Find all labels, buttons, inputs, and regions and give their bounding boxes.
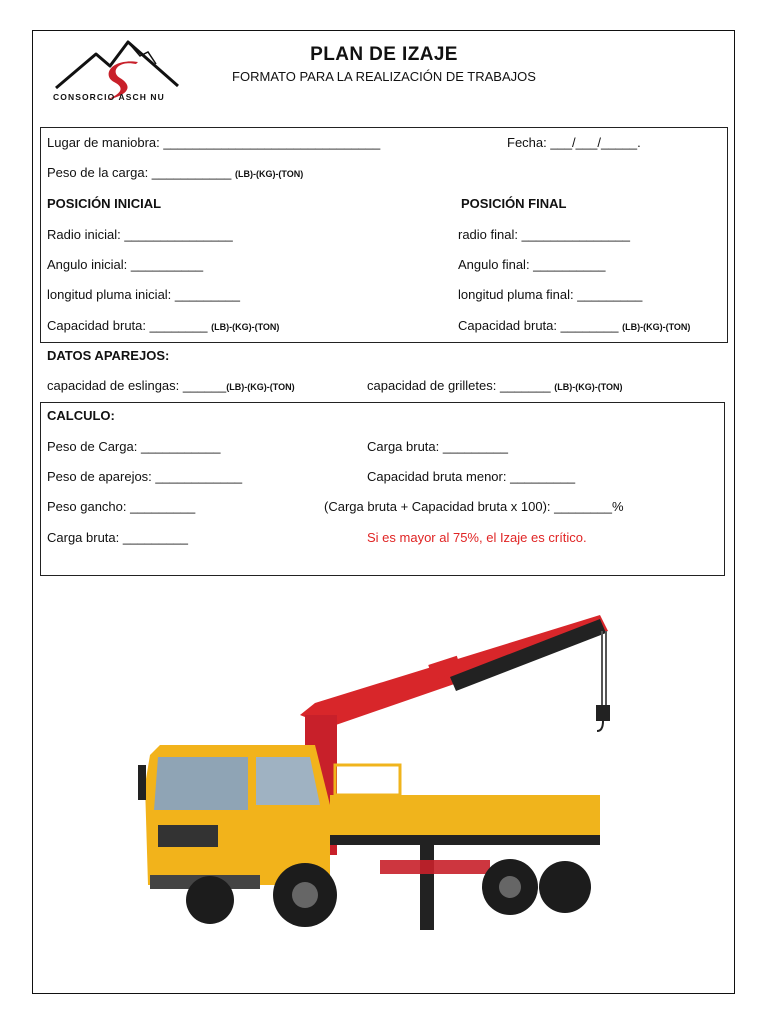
peso-de-carga-field[interactable]: Peso de Carga: ___________ bbox=[47, 439, 221, 454]
document-title: PLAN DE IZAJE bbox=[310, 44, 458, 65]
lugar-field[interactable]: Lugar de maniobra: ______________________________ bbox=[47, 135, 381, 150]
unit-label: (LB)-(KG)-(TON) bbox=[211, 322, 280, 332]
radio-final-field[interactable]: radio final: _______________ bbox=[458, 227, 631, 242]
angulo-final-field[interactable]: Angulo final: __________ bbox=[458, 257, 606, 272]
porcentaje-formula-field[interactable]: (Carga bruta + Capacidad bruta x 100): ________% bbox=[324, 499, 624, 514]
unit-label: (LB)-(KG)-(TON) bbox=[234, 169, 304, 179]
peso-aparejos-field[interactable]: Peso de aparejos: ____________ bbox=[47, 469, 243, 484]
carga-bruta-right-field[interactable]: Carga bruta: _________ bbox=[367, 439, 508, 454]
carga-bruta-left-field[interactable]: Carga bruta: _________ bbox=[47, 530, 188, 545]
posicion-final-heading: POSICIÓN FINAL bbox=[461, 196, 567, 211]
capacidad-inicial-label: Capacidad bruta: ________ bbox=[47, 318, 208, 333]
grilletes-field[interactable] bbox=[367, 378, 623, 395]
angulo-inicial-field[interactable]: Angulo inicial: __________ bbox=[47, 257, 204, 272]
capacidad-inicial-field[interactable] bbox=[47, 318, 279, 335]
longitud-final-field[interactable]: longitud pluma final: _________ bbox=[458, 287, 643, 302]
eslingas-field[interactable] bbox=[47, 378, 295, 395]
calculo-heading: CALCULO: bbox=[47, 408, 115, 423]
crane-truck-image bbox=[130, 605, 630, 935]
document-subtitle: FORMATO PARA LA REALIZACIÓN DE TRABAJOS bbox=[232, 69, 536, 84]
unit-label: (LB)-(KG)-(TON) bbox=[554, 382, 623, 392]
capacidad-final-field[interactable] bbox=[458, 318, 690, 335]
longitud-inicial-field[interactable]: longitud pluma inicial: _________ bbox=[47, 287, 240, 302]
unit-label: (LB)-(KG)-(TON) bbox=[622, 322, 691, 332]
peso-gancho-field[interactable]: Peso gancho: _________ bbox=[47, 499, 196, 514]
eslingas-label: capacidad de eslingas: ______ bbox=[47, 378, 227, 393]
capacidad-final-label: Capacidad bruta: ________ bbox=[458, 318, 619, 333]
calculo-box bbox=[40, 402, 725, 576]
fecha-field[interactable]: Fecha: ___/___/_____. bbox=[507, 135, 641, 150]
unit-label: (LB)-(KG)-(TON) bbox=[226, 382, 295, 392]
posicion-inicial-heading: POSICIÓN INICIAL bbox=[47, 196, 162, 211]
peso-carga-label: Peso de la carga: ___________ bbox=[47, 165, 232, 180]
peso-carga-field[interactable] bbox=[47, 165, 303, 182]
company-name: CONSORCIO ASCH NU bbox=[53, 92, 165, 102]
capacidad-menor-field[interactable]: Capacidad bruta menor: _________ bbox=[367, 469, 576, 484]
datos-aparejos-heading: DATOS APAREJOS: bbox=[47, 348, 170, 363]
grilletes-label: capacidad de grilletes: _______ bbox=[367, 378, 551, 393]
radio-inicial-field[interactable]: Radio inicial: _______________ bbox=[47, 227, 233, 242]
critical-warning: Si es mayor al 75%, el Izaje es crítico. bbox=[367, 530, 587, 545]
